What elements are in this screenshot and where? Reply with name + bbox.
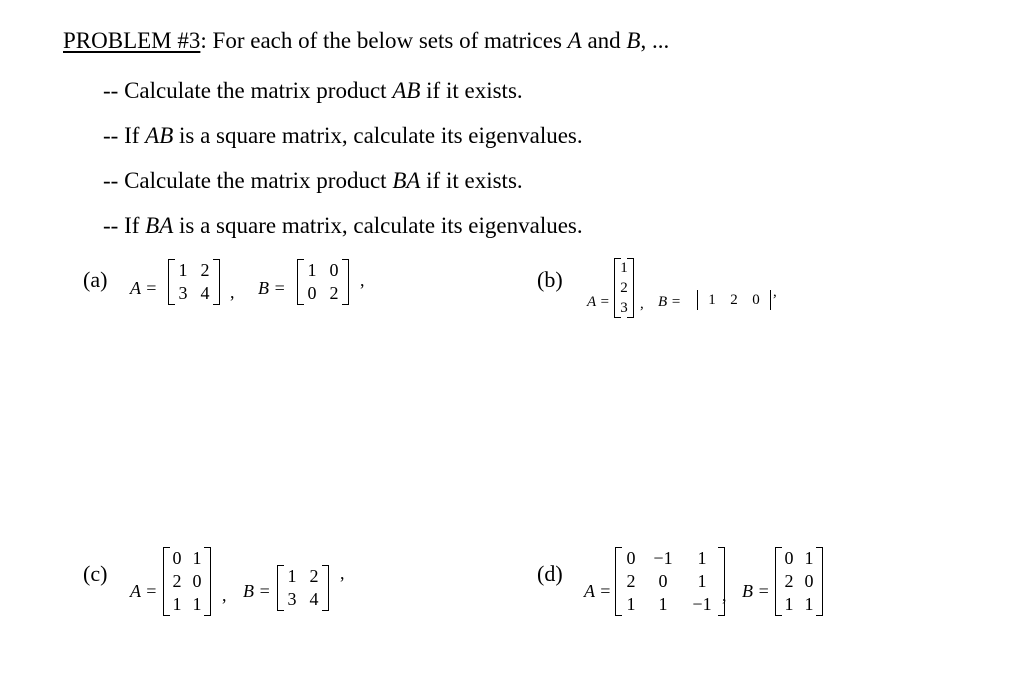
problem-b-label: (b) (537, 267, 563, 292)
problem-a-matrix-b (297, 259, 349, 305)
instruction-3-var: BA (392, 168, 421, 193)
instruction-4-pre: -- If (103, 213, 146, 238)
matrix-bracket-corner (278, 610, 284, 611)
matrix-cell: 1 (192, 594, 202, 614)
matrix-cell: 1 (178, 260, 188, 280)
matrix-cell: 1 (658, 594, 668, 614)
title-var-b: B (626, 28, 641, 53)
instruction-1-pre: -- Calculate the matrix product (103, 78, 393, 103)
matrix-cell: 1 (287, 566, 297, 586)
problem-d-matrix-b (775, 547, 823, 616)
matrix-cell: −1 (653, 548, 673, 568)
problem-a-comma-1: , (230, 282, 235, 302)
matrix-cell: 0 (658, 571, 668, 591)
problem-a-a-equals (130, 277, 157, 299)
matrix-bracket-corner (627, 317, 633, 318)
problem-b-matrix-b (697, 290, 771, 310)
matrix-cell: 3 (178, 283, 188, 303)
matrix-bracket-corner (213, 259, 219, 260)
matrix-bracket-corner (204, 615, 210, 616)
instruction-2-var: AB (145, 123, 174, 148)
title-var-a: A (567, 28, 582, 53)
instruction-4-var: BA (145, 213, 174, 238)
matrix-bracket-corner (278, 565, 284, 566)
matrix-cell: 1 (626, 594, 636, 614)
instruction-1 (103, 76, 523, 106)
matrix-bracket-corner (322, 565, 328, 566)
problem-c-comma-2: , (340, 563, 345, 583)
matrix-cell: 1 (708, 292, 716, 308)
problem-b-b-label: B = (658, 294, 682, 310)
problem-d-b-equals (742, 580, 770, 602)
matrix-bracket-corner (213, 304, 219, 305)
instruction-1-var: AB (392, 78, 421, 103)
instruction-4-post: is a square matrix, calculate its eigenvalues. (173, 213, 583, 238)
problem-c-a-equals (130, 580, 157, 602)
matrix-bracket-corner (616, 547, 622, 548)
matrix-cell: 2 (620, 280, 628, 296)
problem-c-a-label: A = (130, 581, 158, 601)
matrix-bracket-corner (342, 259, 348, 260)
instruction-2 (103, 121, 583, 151)
matrix-cell: 0 (626, 548, 636, 568)
title-and: and (581, 28, 627, 53)
instruction-1-post: if it exists. (420, 78, 523, 103)
matrix-cell: 1 (697, 548, 707, 568)
instruction-3-pre: -- Calculate the matrix product (103, 168, 393, 193)
matrix-cell: 1 (804, 548, 814, 568)
matrix-cell: 2 (329, 283, 339, 303)
problem-d-comma-1: , (722, 585, 727, 605)
problem-d-a-label: A = (584, 581, 612, 601)
instruction-3 (103, 166, 523, 196)
problem-c-comma-1: , (222, 585, 227, 605)
matrix-cell: 1 (804, 594, 814, 614)
matrix-cell: 2 (784, 571, 794, 591)
matrix-cell: 2 (730, 292, 738, 308)
matrix-bracket-corner (816, 615, 822, 616)
problem-b-comma-1: , (640, 296, 644, 312)
matrix-cell: 1 (697, 571, 707, 591)
problem-a-a-label: A = (130, 278, 158, 298)
matrix-cell: 0 (192, 571, 202, 591)
matrix-bracket-corner (204, 547, 210, 548)
matrix-cell: −1 (692, 594, 712, 614)
matrix-cell: 3 (620, 300, 628, 316)
matrix-bracket-corner (776, 547, 782, 548)
matrix-cell: 2 (626, 571, 636, 591)
problem-b-b-equals (658, 291, 681, 313)
problem-c-b-label: B = (243, 581, 271, 601)
matrix-bracket-corner (322, 610, 328, 611)
matrix-cell: 3 (287, 589, 297, 609)
matrix-bracket-corner (615, 317, 621, 318)
matrix-bracket-corner (169, 259, 175, 260)
problem-b-comma-2: , (773, 284, 777, 300)
matrix-bracket-corner (169, 304, 175, 305)
problem-a-b-label: B = (258, 278, 286, 298)
problem-d-label: (d) (537, 561, 563, 586)
instruction-4 (103, 211, 583, 241)
matrix-cell: 1 (172, 594, 182, 614)
matrix-cell: 0 (172, 548, 182, 568)
instruction-3-post: if it exists. (420, 168, 523, 193)
matrix-cell: 4 (200, 283, 210, 303)
matrix-cell: 0 (804, 571, 814, 591)
matrix-cell: 1 (784, 594, 794, 614)
matrix-cell: 2 (172, 571, 182, 591)
problem-a-matrix-a (168, 259, 220, 305)
instruction-2-post: is a square matrix, calculate its eigenvalues. (173, 123, 583, 148)
matrix-bracket-corner (298, 304, 304, 305)
matrix-cell: 2 (309, 566, 319, 586)
matrix-cell: 1 (192, 548, 202, 568)
problem-d-b-label: B = (742, 581, 770, 601)
matrix-bracket-corner (342, 304, 348, 305)
instruction-2-pre: -- If (103, 123, 146, 148)
problem-a-label: (a) (83, 267, 108, 292)
problem-number: PROBLEM #3 (63, 28, 201, 53)
matrix-cell: 1 (307, 260, 317, 280)
title-text: : For each of the below sets of matrices (200, 28, 568, 53)
matrix-cell: 0 (307, 283, 317, 303)
matrix-bracket-corner (615, 258, 621, 259)
matrix-bracket-corner (164, 547, 170, 548)
matrix-cell: 1 (620, 260, 628, 276)
problem-b-a-label: A = (587, 294, 610, 310)
problem-a-comma-2: , (360, 270, 365, 290)
matrix-bracket-corner (816, 547, 822, 548)
problem-d-matrix-a (615, 547, 725, 616)
problem-c-matrix-b (277, 565, 329, 611)
matrix-cell: 4 (309, 589, 319, 609)
matrix-bracket-corner (298, 259, 304, 260)
matrix-bracket-corner (776, 615, 782, 616)
matrix-cell: 2 (200, 260, 210, 280)
matrix-cell: 0 (752, 292, 760, 308)
matrix-bracket-corner (627, 258, 633, 259)
matrix-cell: 0 (784, 548, 794, 568)
problem-a-b-equals (258, 277, 286, 299)
matrix-bracket-corner (616, 615, 622, 616)
problem-c-b-equals (243, 580, 271, 602)
matrix-bracket-corner (718, 615, 724, 616)
problem-d-a-equals (584, 580, 611, 602)
matrix-bracket-corner (164, 615, 170, 616)
matrix-cell: 0 (329, 260, 339, 280)
problem-title (63, 26, 669, 56)
problem-b-matrix-a (614, 258, 634, 318)
problem-c-label: (c) (83, 561, 108, 586)
problem-c-matrix-a (163, 547, 211, 616)
title-ellipsis: , ... (640, 28, 670, 53)
matrix-bracket-corner (718, 547, 724, 548)
problem-b-a-equals (587, 291, 610, 313)
